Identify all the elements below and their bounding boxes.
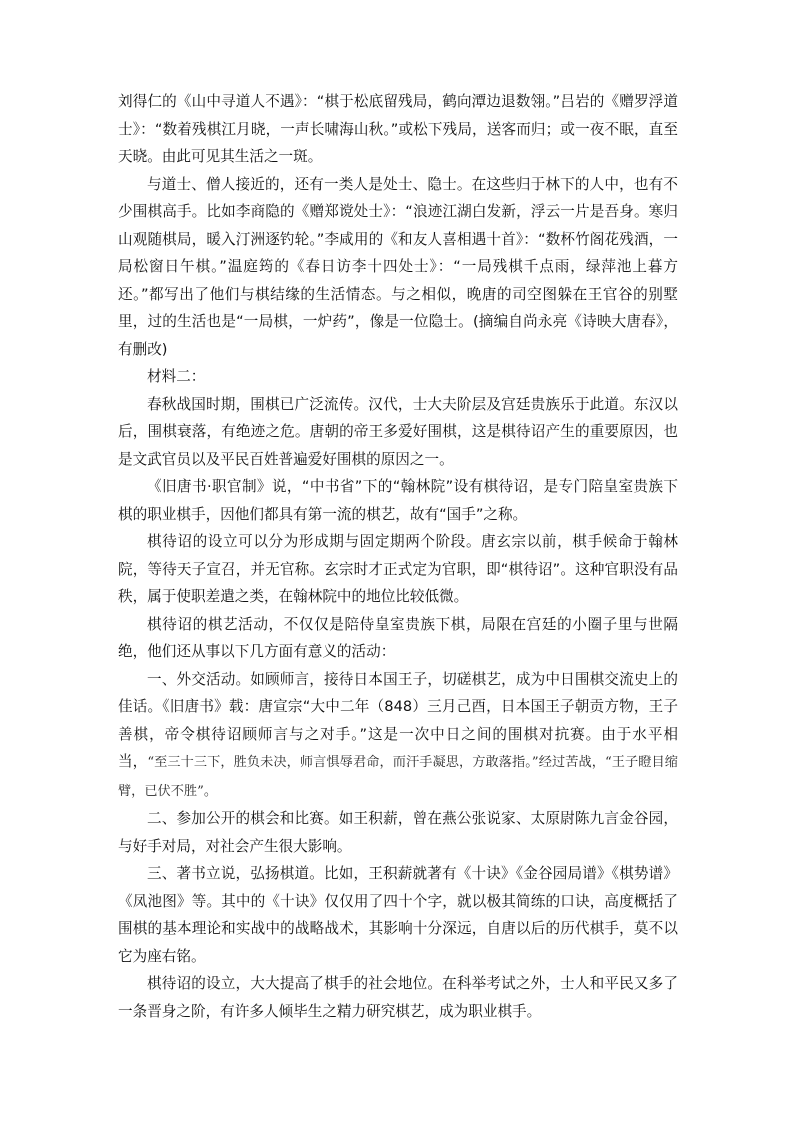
paragraph-7-quote: “至三十三下，胜负未决，师言惧辱君命，而汗手凝思，方敢落指。” [147, 755, 539, 770]
paragraph-4: 《旧唐书·职官制》说，“中书省”下的“翰林院”设有棋待诏，是专门陪皇室贵族下棋的职业棋手，因他们都具有第一流的棋艺，故有“国手”之称。 [118, 478, 678, 523]
paragraph-7-text: 一、外交活动。如顾师言，接待日本国王子，切磋棋艺，成为中日围棋交流史上的佳话。《旧唐书》载：唐宣宗“大中二年（848）三月己酉，日本国王子朝贡方物，王子善棋，帝令棋待诏顾师言与之对手。”这是一次中日之间的围棋对抗赛。由于水平相当， [118, 670, 678, 770]
paragraph-1: 刘得仁的《山中寻道人不遇》：“棋于松底留残局，鹤向潭边退数翎。”吕岩的《赠罗浮道士》：“数着残棋江月晓，一声长啸海山秋。”或松下残局，送客而归；或一夜不眠，直至天晓。由此可见其生活之一斑。 [118, 93, 678, 165]
paragraph-7-tail: 经过苦战，“王子瞪目缩臂，已伏不胜”。 [118, 755, 678, 799]
paragraph-5: 棋待诏的设立可以分为形成期与固定期两个阶段。唐玄宗以前，棋手候命于翰林院，等待天子宣召，并无官称。玄宗时才正式定为官职，即“棋待诏”。这种官职没有品秩，属于使职差遣之类，在翰林院中的地位比较低微。 [118, 533, 678, 605]
paragraph-3: 春秋战国时期，围棋已广泛流传。汉代，士大夫阶层及宫廷贵族乐于此道。东汉以后，围棋衰落，有绝迹之危。唐朝的帝王多爱好围棋，这是棋待诏产生的重要原因，也是文武官员以及平民百姓普遍爱好围棋的原因之一。 [118, 395, 678, 468]
paragraph-2: 与道士、僧人接近的，还有一类人是处士、隐士。在这些归于林下的人中，也有不少围棋高手。比如李商隐的《赠郑谠处士》：“浪迹江湖白发新，浮云一片是吾身。寒归山观随棋局，暖入汀洲逐钓轮。”李咸用的《和友人喜相遇十首》：“数杯竹阁花残酒，一局松窗日午棋。”温庭筠的《春日访李十四处士》：“一局残棋千点雨，绿萍池上暮方还。”都写出了他们与棋结缘的生活情态。与之相似，晚唐的司空图躲在王官谷的别墅里，过的生活也是“一局棋，一炉药”，像是一位隐士。(摘编自尚永亮《诗映大唐春》，有删改) [118, 175, 678, 358]
paragraph-6: 棋待诏的棋艺活动，不仅仅是陪侍皇室贵族下棋，局限在宫廷的小圈子里与世隔绝，他们还从事以下几方面有意义的活动： [118, 615, 678, 660]
section-heading-material-2: 材料二： [147, 368, 206, 385]
paragraph-9: 三、著书立说，弘扬棋道。比如，王积薪就著有《十诀》《金谷园局谱》《棋势谱》《凤池图》等。其中的《十诀》仅仅用了四十个字，就以极其简练的口诀，高度概括了围棋的基本理论和实战中的战略战术，其影响十分深远，自唐以后的历代棋手，莫不以它为座右铭。 [118, 865, 678, 965]
paragraph-7 [118, 666, 678, 806]
paragraph-8: 二、参加公开的棋会和比赛。如王积薪，曾在燕公张说家、太原尉陈九言金谷园，与好手对局，对社会产生很大影响。 [118, 810, 678, 855]
document-page [118, 88, 678, 1025]
paragraph-10: 棋待诏的设立，大大提高了棋手的社会地位。在科举考试之外，士人和平民又多了一条晋身之阶，有许多人倾毕生之精力研究棋艺，成为职业棋手。 [118, 975, 678, 1020]
